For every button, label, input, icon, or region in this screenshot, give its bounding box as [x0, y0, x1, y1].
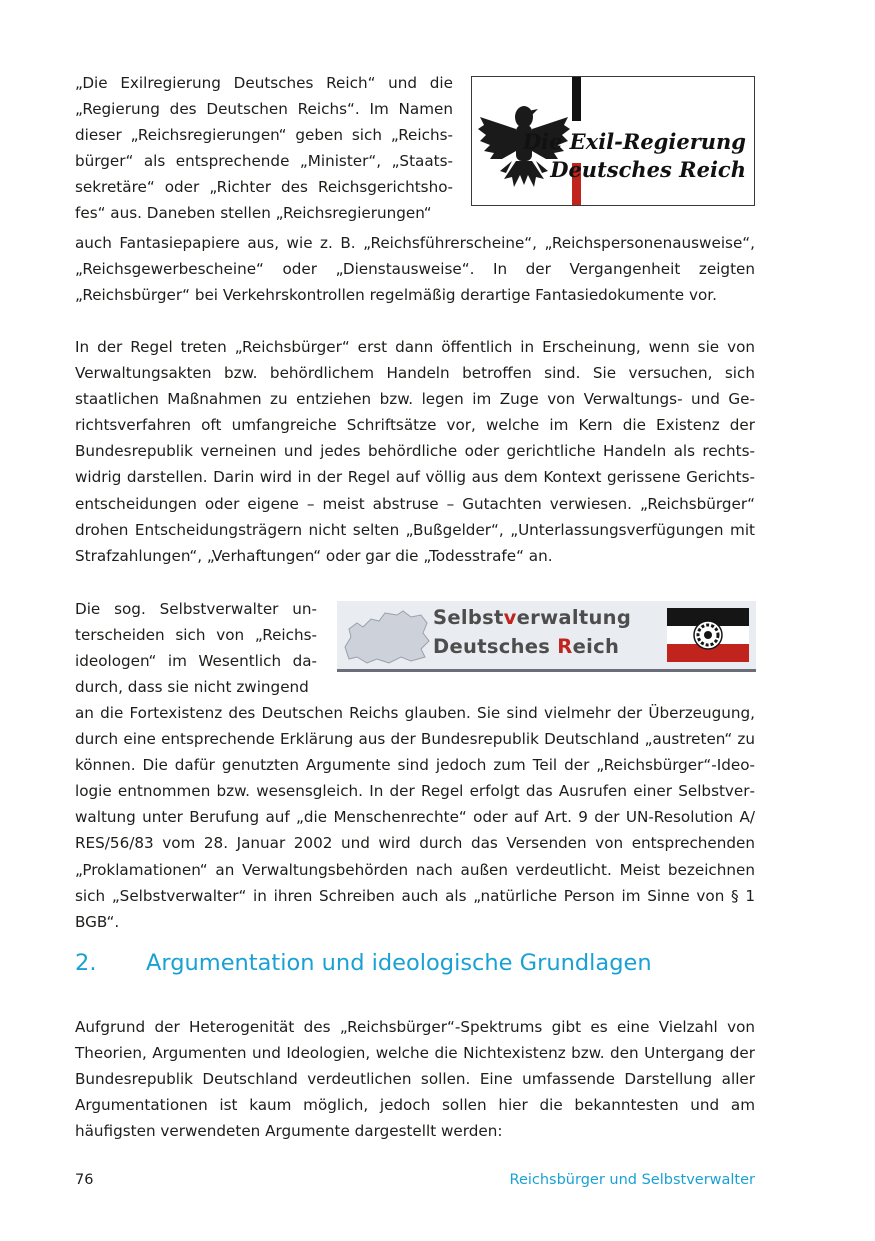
selbstverwaltung-banner-image	[337, 601, 756, 672]
sun-wheel-icon	[693, 620, 723, 650]
exilregierung-image	[471, 76, 755, 206]
map-outline-icon	[341, 607, 431, 665]
page-number: 76	[75, 1172, 94, 1188]
paragraph-fantasiepapiere: auch Fantasiepapiere aus, wie z. B. „Reichsführerscheine“, „Reichspersonenausweise“, „Reichsgewerbescheine“ oder „Dienstausweise“. In der Vergangenheit zeigten „Reichsbürger“ bei Verkehrskontrollen regelmäßig derartige Fantasiedokumente vor.	[75, 234, 755, 305]
paragraph-selbstverwalter: Die sog. Selbstverwalter unterscheiden sich von „Reichsideologen“ im Wesentlich dadurch, dass sie nicht zwingend	[75, 600, 317, 697]
running-title: Reichsbürger und Selbstverwalter	[509, 1172, 755, 1188]
exilregierung-title-line1: Die Exil-Regierung	[522, 129, 746, 154]
banner-word-part: Deutsches	[433, 635, 558, 658]
paragraph-exilregierung: „Die Exilregierung Deutsches Reich“ und die „Regierung des Deutschen Reichs“. Im Namen dieser „Reichsregierungen“ geben sich „Reichsbürger“ als entsprechende „Minister“, „Staatssekretäre“ oder „Richter des Reichsgerichtshofes“ aus. Daneben stellen „Reichsregierungen“	[75, 74, 453, 223]
exilregierung-title-line2: Deutsches Reich	[550, 157, 746, 182]
banner-word-part: eich	[572, 635, 620, 658]
paragraph-erscheinung: In der Regel treten „Reichsbürger“ erst dann öffentlich in Erscheinung, wenn sie von Verwaltungsakten bzw. behördlichem Handeln betroffen sind. Sie versuchen, sich staatlichen Maßnahmen zu entziehen bzw. legen im Zuge von Verwaltungs- und Gerichtsverfahren oft umfangreiche Schriftsätze vor, welche im Kern die Existenz der Bundesrepublik verneinen und jedes behördliche oder gerichtliche Handeln als rechtswidrig darstellen. Darin wird in der Regel auf völlig aus dem Kontext gerissene Gerichtsentscheidungen oder eigene – meist abstruse – Gutachten verwiesen. „Reichsbürger“ drohen Entscheidungsträgern nicht selten „Bußgelder“, „Unterlassungsverfügungen mit Strafzahlungen“, „Verhaftungen“ oder gar die „Todesstrafe“ an.	[75, 338, 755, 565]
reich-flag	[667, 608, 749, 662]
banner-word-part: erwaltung	[516, 606, 632, 629]
banner-line-selbstverwaltung	[433, 606, 631, 629]
paragraph-heterogenitaet: Aufgrund der Heterogenität des „Reichsbürger“-Spektrums gibt es eine Vielzahl von Theorien, Argumenten und Ideologien, welche die Nichtexistenz bzw. den Untergang der Bundesrepublik Deutschland verdeutlichen sollen. Eine umfassende Darstellung aller Argumentationen ist kaum möglich, jedoch sollen hier die bekanntesten und am häufigsten verwendeten Argumente dargestellt werden:	[75, 1018, 755, 1141]
section-title: Argumentation und ideologische Grundlagen	[146, 950, 652, 976]
section-number: 2.	[75, 950, 97, 976]
banner-highlight-letter: R	[557, 635, 573, 658]
flag-stripe-black	[572, 77, 581, 121]
banner-line-deutsches-reich	[433, 635, 619, 658]
section-heading	[75, 948, 652, 978]
banner-word-part: Selbst	[433, 606, 504, 629]
paragraph-fortexistenz: an die Fortexistenz des Deutschen Reichs glauben. Sie sind vielmehr der Überzeugung, durch eine entsprechende Erklärung aus der Bundesrepublik Deutschland „austreten“ zu können. Die dafür genutzten Argumente sind jedoch zum Teil der „Reichsbürger“-Ideologie entnommen bzw. wesensgleich. In der Regel erfolgt das Ausrufen einer Selbstverwaltung unter Berufung auf „die Menschenrechte“ oder auf Art. 9 der UN-Resolution A/ RES/56/83 vom 28. Januar 2002 und wird durch das Versenden von entsprechenden „Proklamationen“ an Verwaltungsbehörden nach außen verdeutlicht. Meist bezeichnen sich „Selbstverwalter“ in ihren Schreiben auch als „natürliche Person im Sinne von § 1 BGB“.	[75, 704, 755, 931]
banner-highlight-letter: v	[503, 606, 517, 629]
